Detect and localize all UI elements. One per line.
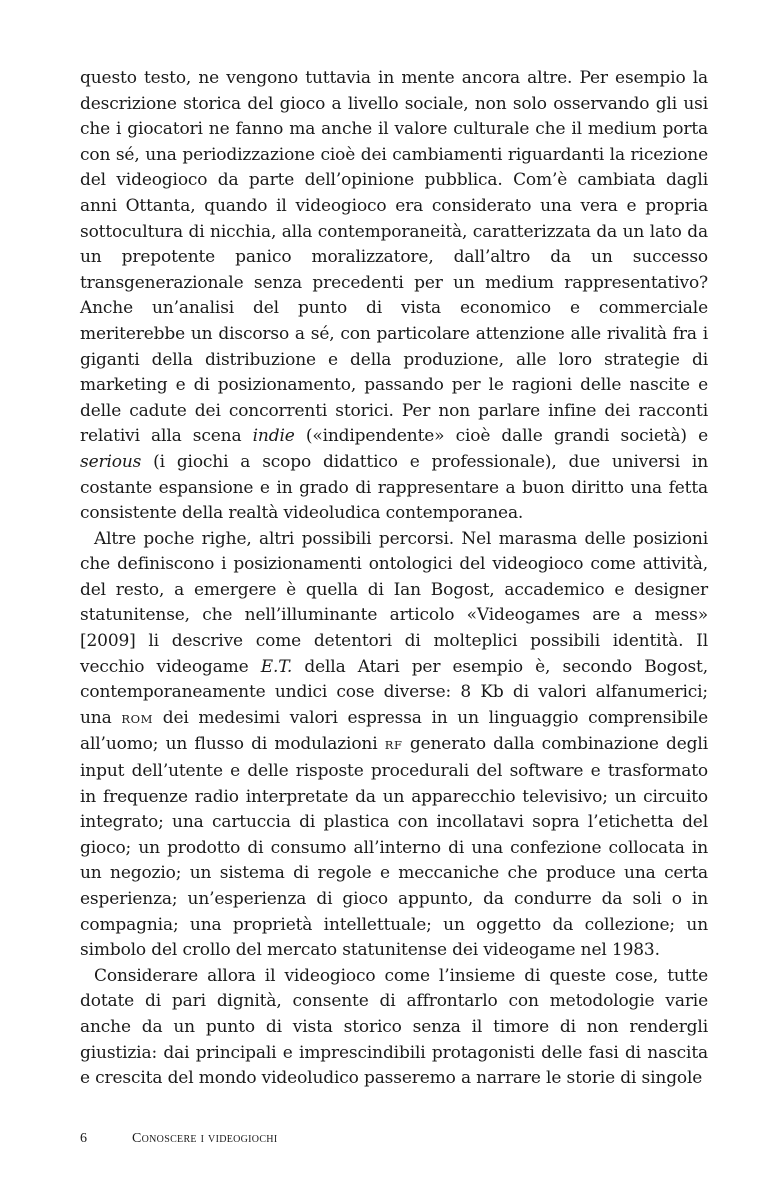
text-run: («indipendente» cioè dalle grandi società) e	[294, 426, 708, 447]
italic-term: E.T.	[260, 656, 293, 677]
text-run: questo testo, ne vengono tuttavia in mente ancora altre. Per esempio la descrizione storica del gioco a livello sociale, non solo osservando gli usi che i giocatori ne fanno ma anche il valore culturale che il medium porta con sé, una periodizzazione cioè dei cambiamenti riguardanti la ricezione del videogioco da parte dell’opinione pubblica. Com’è cambiata dagli anni Ottanta, quando il videogioco era considerato una vera e propria sottocultura di nicchia, alla contemporaneità, caratterizzata da un lato da un prepotente panico moralizzatore, dall’altro da un successo transgenerazionale senza precedenti per un medium rappresentativo? Anche un’analisi del punto di vista economico e commerciale meriterebbe un discorso a sé, con particolare attenzione alle rivalità fra i giganti della distribuzione e della produzione, alle loro strategie di marketing e di posizionamento, passando per le ragioni delle nascite e delle cadute dei concorrenti storici. Per non parlare infine dei racconti relativi alla scena	[80, 68, 708, 447]
text-run: della Atari per esempio è, secondo Bogost, contemporaneamente undici cose diverse: 8 Kb di valori alfanumerici; una	[80, 656, 708, 728]
acronym: ROM	[121, 711, 153, 726]
text-run: generato dalla combinazione degli input dell’utente e delle risposte procedurali del software e trasformato in frequenze radio interpretate da un apparecchio televisivo; un circuito integrato; una cartuccia di plastica con incollatavi sopra l’etichetta del gioco; un prodotto di consumo all’interno di una confezione collocata in un negozio; un sistema di regole e meccaniche che produce una certa esperienza; un’esperienza di gioco appunto, da condurre da soli o in compagnia; una proprietà intellettuale; un oggetto da collezione; un simbolo del crollo del mercato statunitense dei videogame nel 1983.	[80, 734, 708, 961]
text-run: Altre poche righe, altri possibili percorsi. Nel marasma delle posizioni che definiscono i posizionamenti ontologici del videogioco come attività, del resto, a emergere è quella di Ian Bogost, accademico e designer statunitense, che nell’illuminante articolo «Videogames are a mess» [2009] li descrive come detentori di molteplici possibili identità. Il vecchio videogame	[80, 528, 708, 677]
page-number: 6	[80, 1131, 87, 1146]
text-run: dei medesimi valori espressa in un linguaggio comprensibile all’uomo; un flusso di modulazioni	[80, 707, 708, 755]
italic-term: serious	[80, 451, 142, 472]
page-body	[80, 66, 708, 1092]
paragraph-2	[80, 527, 708, 964]
text-run: (i giochi a scopo didattico e professionale), due universi in costante espansione e in grado di rappresentare a buon diritto una fetta consistente della realtà videoludica contemporanea.	[80, 451, 708, 524]
running-title: Conoscere i videogiochi	[132, 1131, 278, 1146]
acronym: RF	[384, 738, 403, 753]
text-run: Considerare allora il videogioco come l’insieme di queste cose, tutte dotate di pari dignità, consente di affrontarlo con metodologie varie anche da un punto di vista storico senza il timore di non rendergli giustizia: dai principali e imprescindibili protagonisti delle fasi di nascita e crescita del mondo videoludico passeremo a narrare le storie di singole	[80, 965, 708, 1089]
paragraph-3	[80, 964, 708, 1092]
paragraph-1	[80, 66, 708, 527]
italic-term: indie	[252, 426, 295, 447]
page-footer	[80, 1131, 277, 1147]
